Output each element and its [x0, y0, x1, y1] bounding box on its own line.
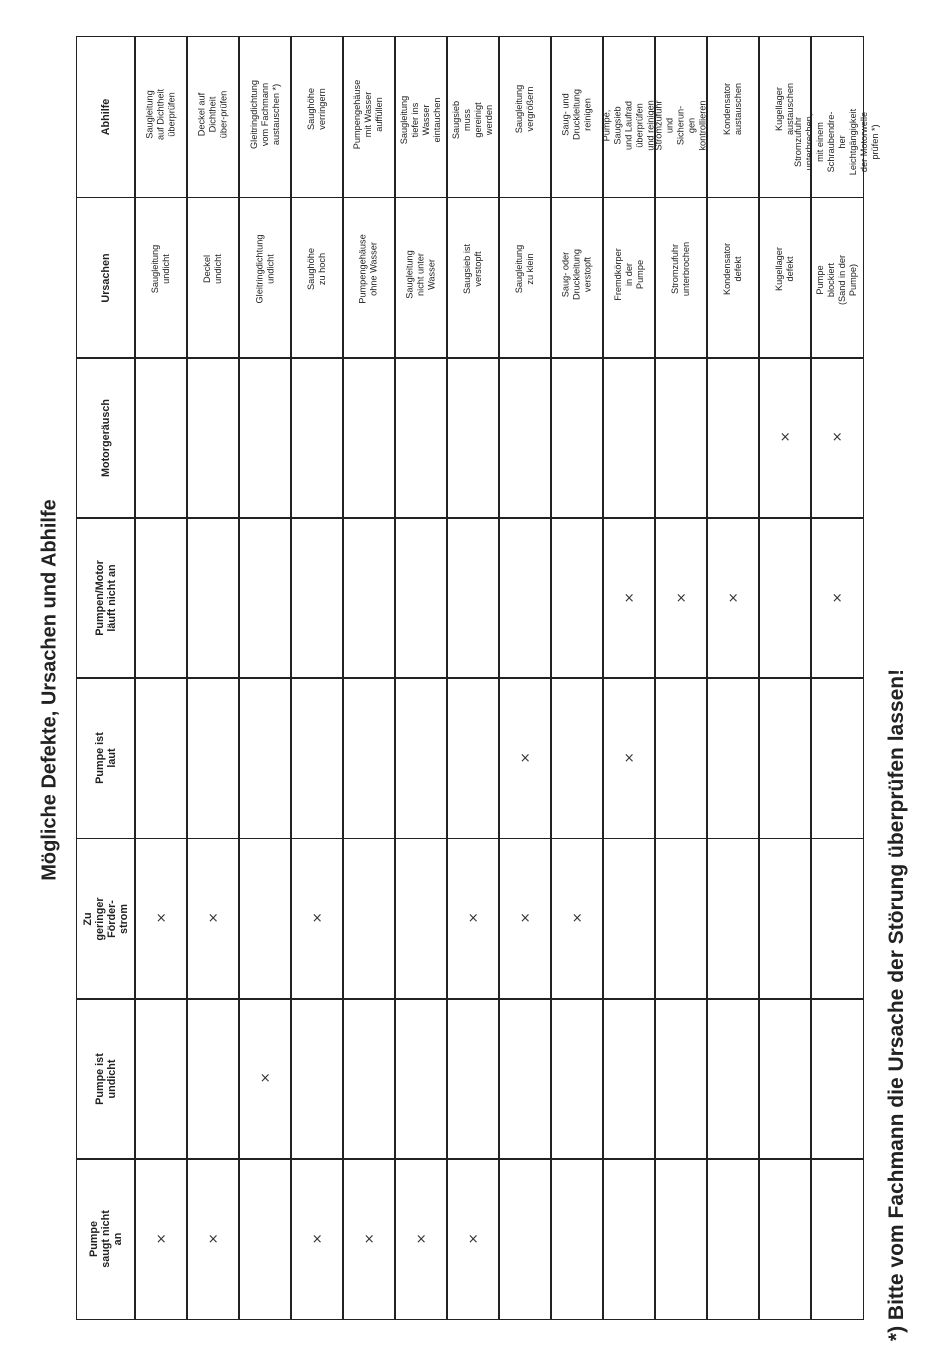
table-cell	[238, 357, 292, 519]
table-cell	[550, 1158, 604, 1320]
table-row	[396, 38, 448, 1320]
table-cell	[654, 357, 708, 519]
table-cell	[602, 197, 656, 359]
x-mark: ×	[467, 1231, 479, 1247]
table-row	[344, 38, 396, 1320]
table-cell	[342, 1158, 396, 1320]
table-cell	[394, 838, 448, 1000]
table-cell	[290, 517, 344, 679]
table-cell	[706, 357, 760, 519]
column-header-label: Motorgeräusch	[100, 398, 113, 477]
x-mark: ×	[415, 1231, 427, 1247]
table-cell	[498, 998, 552, 1160]
table-row	[448, 38, 500, 1320]
cause-text: Saughöhe zu hoch	[306, 247, 328, 290]
table-cell	[446, 998, 500, 1160]
table-cell	[134, 838, 188, 1000]
table-row	[552, 38, 604, 1320]
cause-text: Kondensator defekt	[722, 242, 744, 295]
column-header	[76, 357, 136, 519]
table-row	[240, 38, 292, 1320]
table-cell	[550, 517, 604, 679]
table-cell	[602, 998, 656, 1160]
table-cell	[238, 517, 292, 679]
table-row	[653, 38, 708, 1320]
remedy-text: Saugleitung auf Dichtheit überprüfen	[144, 88, 177, 140]
column-header	[76, 838, 136, 1000]
table-cell	[602, 1158, 656, 1320]
x-mark: ×	[571, 911, 583, 927]
table-cell	[498, 838, 552, 1000]
table-cell	[550, 838, 604, 1000]
column-header-label: Abhilfe	[100, 99, 113, 136]
table-cell	[394, 36, 448, 198]
table-cell	[550, 998, 604, 1160]
table-cell	[602, 838, 656, 1000]
x-mark: ×	[155, 911, 167, 927]
table-cell	[654, 998, 708, 1160]
footnote: *) Bitte vom Fachmann die Ursache der Störung überprüfen lassen!	[885, 668, 908, 1342]
table-cell	[394, 197, 448, 359]
table-cell	[134, 36, 188, 198]
page-title: Mögliche Defekte, Ursachen und Abhilfe	[38, 499, 61, 881]
table-cell	[706, 1158, 760, 1320]
cause-text: Saugleitung zu klein	[514, 244, 536, 294]
table-cell	[134, 517, 188, 679]
x-mark: ×	[675, 590, 687, 606]
x-mark: ×	[207, 911, 219, 927]
remedy-text: Saugsieb muss gereinigt werden	[451, 100, 495, 139]
table-cell	[290, 357, 344, 519]
remedy-text: Saugleitung vergrößern	[514, 84, 536, 133]
x-mark: ×	[363, 1231, 375, 1247]
remedy-text: Pumpengehäuse mit Wasser auffüllen	[352, 79, 385, 149]
table-cell	[810, 838, 864, 1000]
table-cell	[758, 1158, 812, 1320]
table-cell	[394, 357, 448, 519]
remedy-text: Stromzufuhr und Sicherun-gen kontrollieren	[653, 100, 708, 151]
x-mark: ×	[623, 750, 635, 766]
x-mark: ×	[207, 1231, 219, 1247]
table-row	[292, 38, 344, 1320]
remedy-text: Kugellager austauschen	[774, 82, 796, 135]
table-cell	[654, 197, 708, 359]
table-cell	[238, 998, 292, 1160]
column-header	[76, 517, 136, 679]
table-cell	[186, 517, 240, 679]
table-cell	[134, 357, 188, 519]
x-mark: ×	[519, 750, 531, 766]
table-cell	[498, 517, 552, 679]
cause-text: Saug- oder Druckleitung verstopft	[560, 248, 593, 300]
table-cell	[342, 517, 396, 679]
table-cell	[290, 838, 344, 1000]
cause-text: Saugsieb ist verstopft	[462, 243, 484, 294]
table-cell	[602, 677, 656, 839]
table-cell	[238, 838, 292, 1000]
table-cell	[758, 998, 812, 1160]
remedy-text: Kondensator austauschen	[722, 82, 744, 135]
table-cell	[706, 998, 760, 1160]
table-cell	[602, 517, 656, 679]
column-header	[76, 677, 136, 839]
remedy-text: Saug- und Druckleitung reinigen	[560, 88, 593, 140]
table-cell	[550, 36, 604, 198]
x-mark: ×	[623, 590, 635, 606]
table-cell	[238, 197, 292, 359]
cause-text: Fremdkörper in der Pumpe	[612, 247, 645, 301]
table-cell	[186, 36, 240, 198]
x-mark: ×	[311, 1231, 323, 1247]
column-header	[76, 1158, 136, 1320]
table-cell	[498, 36, 552, 198]
x-mark: ×	[259, 1071, 271, 1087]
table-cell	[290, 677, 344, 839]
table-cell	[342, 357, 396, 519]
defects-table	[78, 38, 881, 1320]
table-row	[136, 38, 188, 1320]
remedy-text: Saughöhe verringern	[306, 87, 328, 130]
table-cell	[446, 517, 500, 679]
table-cell	[134, 677, 188, 839]
table-cell	[238, 36, 292, 198]
table-cell	[186, 1158, 240, 1320]
table-cell	[793, 36, 881, 198]
cause-text: Saugleitung undicht	[150, 244, 172, 294]
table-cell	[446, 36, 500, 198]
header-row	[78, 38, 136, 1320]
table-cell	[186, 357, 240, 519]
table-cell	[654, 677, 708, 839]
table-cell	[342, 36, 396, 198]
table-cell	[446, 1158, 500, 1320]
column-header-label: Pumpe saugt nicht an	[88, 1210, 125, 1268]
x-mark: ×	[155, 1231, 167, 1247]
cause-text: Kugellager defekt	[774, 246, 796, 291]
table-cell	[498, 1158, 552, 1320]
table-cell	[758, 838, 812, 1000]
table-cell	[706, 36, 760, 198]
table-cell	[550, 357, 604, 519]
table-cell	[446, 677, 500, 839]
table-cell	[342, 677, 396, 839]
table-cell	[394, 677, 448, 839]
x-mark: ×	[831, 430, 843, 446]
table-cell	[654, 36, 708, 198]
table-cell	[290, 1158, 344, 1320]
table-cell	[394, 1158, 448, 1320]
table-cell	[654, 1158, 708, 1320]
table-cell	[810, 1158, 864, 1320]
remedy-text: Stromzufuhr unterbrechen, mit einem Schraubendre-her Leichtgängigkeit der Motorwelle prüfen *)	[793, 108, 881, 175]
table-cell	[186, 838, 240, 1000]
table-cell	[810, 197, 864, 359]
table-row	[188, 38, 240, 1320]
table-cell	[498, 357, 552, 519]
table-cell	[186, 197, 240, 359]
table-cell	[706, 677, 760, 839]
x-mark: ×	[727, 590, 739, 606]
table-row	[793, 38, 881, 1320]
table-cell	[758, 677, 812, 839]
table-row	[760, 38, 812, 1320]
table-cell	[602, 357, 656, 519]
x-mark: ×	[467, 911, 479, 927]
remedy-text: Gleitringdichtung vom Fachmann austauschen *)	[248, 79, 281, 149]
column-header-label: Ursachen	[100, 252, 113, 303]
table-cell	[342, 197, 396, 359]
x-mark: ×	[779, 430, 791, 446]
table-cell	[758, 197, 812, 359]
table-cell	[394, 517, 448, 679]
table-cell	[290, 197, 344, 359]
x-mark: ×	[311, 911, 323, 927]
table-cell	[550, 197, 604, 359]
table-cell	[498, 677, 552, 839]
table-cell	[446, 197, 500, 359]
table-cell	[394, 998, 448, 1160]
cause-text: Pumpengehäuse ohne Wasser	[358, 234, 380, 304]
table-cell	[290, 998, 344, 1160]
table-cell	[706, 838, 760, 1000]
table-cell	[758, 357, 812, 519]
remedy-text: Saugleitung tiefer ins Wasser eintauchen	[399, 95, 443, 144]
remedy-text: Deckel auf Dichtheit über-prüfen	[196, 90, 229, 138]
table-cell	[238, 1158, 292, 1320]
cause-text: Stromzufuhr unterbrochen	[670, 241, 692, 296]
table-cell	[550, 677, 604, 839]
column-header	[76, 998, 136, 1160]
column-header-label: Pumpe ist undicht	[94, 1053, 119, 1105]
table-cell	[706, 517, 760, 679]
cause-text: Saugleitung nicht unter Wasser	[404, 250, 437, 299]
table-cell	[706, 197, 760, 359]
table-cell	[810, 677, 864, 839]
x-mark: ×	[831, 590, 843, 606]
table-cell	[134, 197, 188, 359]
table-cell	[186, 677, 240, 839]
table-cell	[810, 517, 864, 679]
cause-text: Pumpe blockiert (Sand in der Pumpe)	[815, 254, 859, 305]
column-header	[76, 197, 136, 359]
table-row	[500, 38, 552, 1320]
table-cell	[134, 998, 188, 1160]
column-header-label: Pumpe ist laut	[94, 732, 119, 785]
table-cell	[446, 838, 500, 1000]
x-mark: ×	[519, 911, 531, 927]
cause-text: Gleitringdichtung undicht	[254, 234, 276, 304]
table-cell	[134, 1158, 188, 1320]
table-cell	[342, 838, 396, 1000]
column-header	[76, 36, 136, 198]
table-cell	[758, 517, 812, 679]
table-cell	[238, 677, 292, 839]
table-cell	[810, 357, 864, 519]
table-row	[708, 38, 760, 1320]
table-cell	[342, 998, 396, 1160]
column-header-label: Zu geringer Förder-strom	[82, 896, 131, 941]
table-cell	[446, 357, 500, 519]
table-cell	[810, 998, 864, 1160]
table-cell	[290, 36, 344, 198]
remedy-text: Pumpe, Saugsieb und Laufrad überprüfen und reinigen	[601, 99, 656, 151]
table-cell	[654, 517, 708, 679]
cause-text: Deckel undicht	[202, 253, 224, 284]
table-cell	[186, 998, 240, 1160]
column-header-label: Pumpen/Motor läuft nicht an	[94, 560, 119, 636]
table-cell	[654, 838, 708, 1000]
table-cell	[602, 36, 656, 198]
table-row	[601, 38, 656, 1320]
table-cell	[498, 197, 552, 359]
